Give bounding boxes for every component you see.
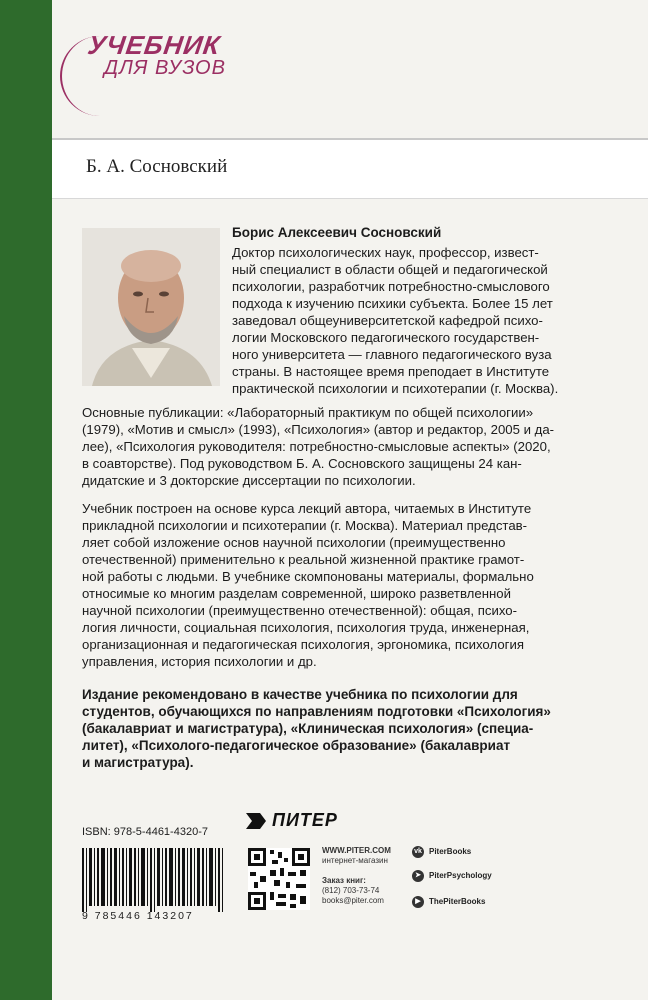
publications-line: дидатские и 3 докторские диссертации по психологии. bbox=[82, 473, 416, 488]
social-telegram-label: PiterPsychology bbox=[429, 871, 492, 881]
description-line: организационная и педагогическая психология, эргономика, психология bbox=[82, 637, 524, 652]
social-youtube[interactable] bbox=[412, 896, 485, 908]
author-name: Борис Алексеевич Сосновский bbox=[232, 225, 442, 240]
order-phone: (812) 703-73-74 bbox=[322, 886, 380, 895]
qr-code bbox=[248, 848, 310, 910]
recommendation-line: Издание рекомендовано в качестве учебника по психологии для bbox=[82, 687, 518, 702]
order-label: Заказ книг: bbox=[322, 876, 366, 885]
bio-line: Доктор психологических наук, профессор, извест- bbox=[232, 245, 539, 260]
publications-line: (1979), «Мотив и смысл» (1993), «Психология» (автор и редактор, 2005 и да- bbox=[82, 422, 555, 437]
publisher-contacts bbox=[322, 846, 391, 906]
publisher-arrow-icon bbox=[246, 811, 268, 831]
author-band-name: Б. А. Сосновский bbox=[86, 156, 228, 177]
series-line1: УЧЕБНИК bbox=[85, 30, 223, 60]
author-publications bbox=[82, 404, 602, 489]
vk-icon: vk bbox=[412, 846, 424, 858]
author-band bbox=[52, 138, 648, 199]
site-url[interactable]: WWW.PITER.COM bbox=[322, 846, 391, 855]
recommendation bbox=[82, 686, 602, 771]
bio-line: практической психологии и психотерапии (г. Москва). bbox=[232, 381, 559, 396]
description-line: логия личности, социальная психология, психология труда, инженерная, bbox=[82, 620, 530, 635]
social-vk[interactable] bbox=[412, 846, 471, 858]
description-line: ной работы с людьми. В учебнике скомпонованы материалы, формально bbox=[82, 569, 534, 584]
site-sub: интернет-магазин bbox=[322, 856, 388, 865]
order-email[interactable]: books@piter.com bbox=[322, 896, 384, 905]
author-bio-right bbox=[232, 244, 602, 397]
description-line: отечественной) применительно к реальной жизненной практике грамот- bbox=[82, 552, 525, 567]
social-telegram[interactable] bbox=[412, 870, 492, 882]
bio-line: заведовал общеуниверситетской кафедрой психо- bbox=[232, 313, 543, 328]
bio-line: психологии, разработчик потребностно-смыслового bbox=[232, 279, 550, 294]
description-line: прикладной психологии и психотерапии (г. Москва). Материал представ- bbox=[82, 518, 528, 533]
social-youtube-label: ThePiterBooks bbox=[429, 897, 486, 907]
youtube-icon: ▶ bbox=[412, 896, 424, 908]
recommendation-line: литет), «Психолого-педагогическое образование» (бакалавриат bbox=[82, 738, 511, 753]
publications-line: Основные публикации: «Лабораторный практикум по общей психологии» bbox=[82, 405, 534, 420]
description-line: относимые ко многим разделам современной, широко разветвленной bbox=[82, 586, 511, 601]
recommendation-line: (бакалавриат и магистратура), «Клиническая психология» (специа- bbox=[82, 721, 534, 736]
series-logo bbox=[85, 30, 226, 80]
recommendation-line: и магистратура). bbox=[82, 755, 194, 770]
bio-line: подхода к изучению психики субъекта. Более 15 лет bbox=[232, 296, 553, 311]
recommendation-line: студентов, обучающихся по направлениям подготовки «Психология» bbox=[82, 704, 551, 719]
publications-line: в соавторстве). Под руководством Б. А. Сосновского защищены 24 кан- bbox=[82, 456, 522, 471]
barcode bbox=[80, 848, 230, 912]
bio-line: страны. В настоящее время преподает в Институте bbox=[232, 364, 550, 379]
book-description bbox=[82, 500, 602, 670]
publications-line: лее), «Психология руководителя: потребностно-смысловые аспекты» (2020, bbox=[82, 439, 551, 454]
description-line: Учебник построен на основе курса лекций автора, читаемых в Институте bbox=[82, 501, 532, 516]
social-vk-label: PiterBooks bbox=[429, 847, 472, 857]
description-line: управления, история психологии и др. bbox=[82, 654, 317, 669]
publisher-name: ПИТЕР bbox=[272, 810, 338, 830]
series-line2: ДЛЯ ВУЗОВ bbox=[104, 57, 226, 79]
bio-line: ного университета — главного педагогического вуза bbox=[232, 347, 552, 362]
description-line: ляет собой изложение основ научной психологии (преимущественно bbox=[82, 535, 506, 550]
publisher-logo bbox=[246, 808, 366, 834]
author-photo bbox=[82, 228, 220, 386]
barcode-digits: 9 785446 143207 bbox=[82, 910, 194, 922]
bio-line: логии Московского педагогического государствен- bbox=[232, 330, 540, 345]
bio-line: ный специалист в области общей и педагогической bbox=[232, 262, 548, 277]
isbn: ISBN: 978-5-4461-4320-7 bbox=[82, 826, 208, 838]
description-line: научной психологии (преимущественно отечественной): общая, психо- bbox=[82, 603, 518, 618]
telegram-icon: ➤ bbox=[412, 870, 424, 882]
